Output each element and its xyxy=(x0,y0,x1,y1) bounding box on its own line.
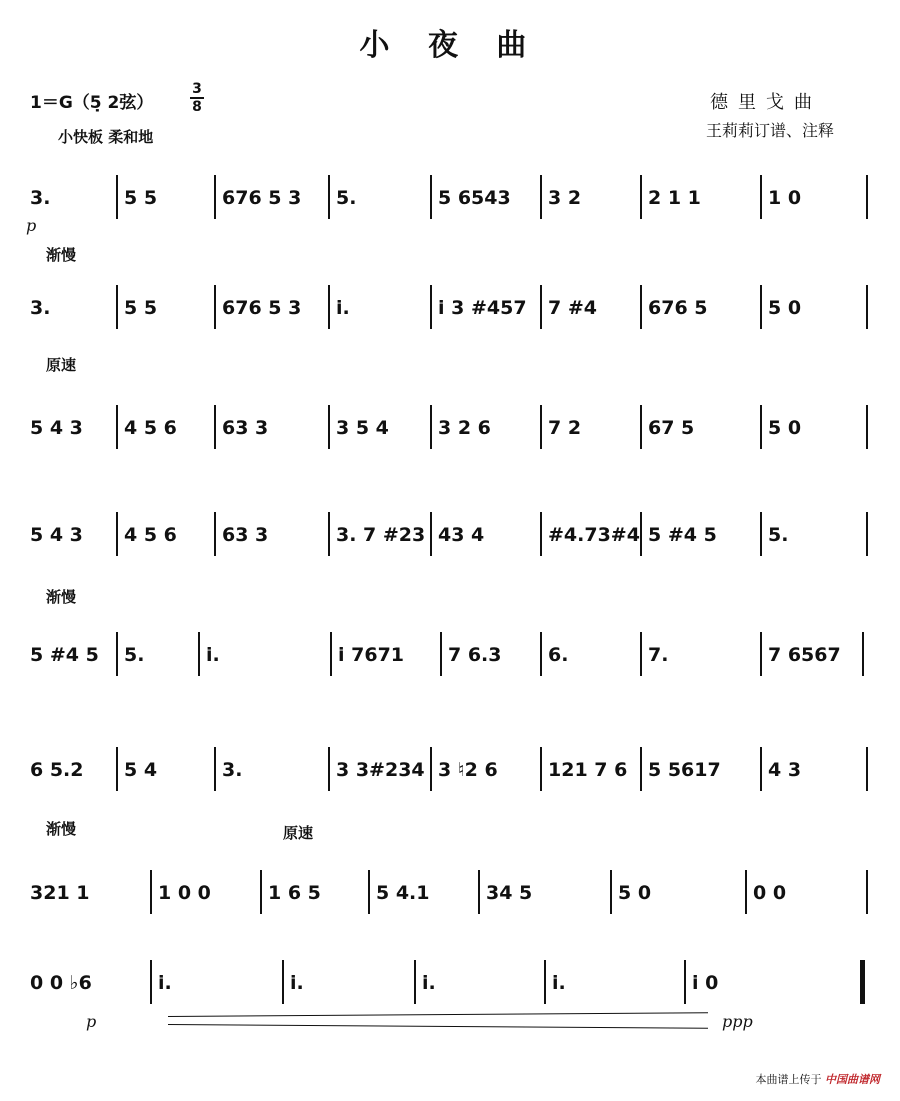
barline xyxy=(260,870,262,914)
measure-notes: 5 #4 5 xyxy=(648,524,717,546)
barline xyxy=(540,632,542,676)
barline xyxy=(328,175,330,219)
barline xyxy=(282,960,284,1004)
barline xyxy=(760,405,762,449)
measure-notes: 5 0 xyxy=(768,297,802,319)
barline xyxy=(862,632,864,676)
barline xyxy=(116,747,118,791)
arranger: 王莉莉订谱、注释 xyxy=(706,121,835,140)
measure-notes: 4 5 6 xyxy=(124,417,177,439)
row-label-1: 渐慢 xyxy=(46,246,77,264)
barline xyxy=(214,175,216,219)
measure-notes: 5 4 xyxy=(124,759,158,781)
barline xyxy=(866,512,868,556)
barline xyxy=(430,175,432,219)
measure-notes: 121 7 6 xyxy=(548,759,628,781)
barline xyxy=(640,175,642,219)
measure-notes: 63 3 xyxy=(222,417,269,439)
measure-notes: 6 5.2 xyxy=(30,759,84,781)
page-title: 小 夜 曲 xyxy=(359,28,541,63)
barline xyxy=(540,512,542,556)
measure-notes: 1 0 xyxy=(768,187,802,209)
barline xyxy=(866,285,868,329)
measure-notes: i 0 xyxy=(692,972,719,994)
measure-notes: 7 6567 xyxy=(768,644,841,666)
barline xyxy=(116,512,118,556)
final-barline xyxy=(860,960,865,1004)
measure-notes: i. xyxy=(422,972,436,994)
barline xyxy=(866,405,868,449)
barline xyxy=(640,747,642,791)
measure-notes: 5 4.1 xyxy=(376,882,430,904)
measure-notes: 3. 7 #23 xyxy=(336,524,426,546)
barline xyxy=(440,632,442,676)
barline xyxy=(610,870,612,914)
site-logo: 中国曲谱网 xyxy=(825,1073,880,1086)
row-label-4: 渐慢 xyxy=(46,588,77,606)
measure-notes: 5 4 3 xyxy=(30,524,83,546)
measure-notes: 4 5 6 xyxy=(124,524,177,546)
measure-notes: 676 5 3 xyxy=(222,187,302,209)
barline xyxy=(214,285,216,329)
measure-notes: 0 0 xyxy=(753,882,787,904)
meter-bottom: 8 xyxy=(192,99,202,115)
decrescendo-line-bottom xyxy=(168,1024,708,1029)
barline xyxy=(760,632,762,676)
barline xyxy=(866,870,868,914)
composer: 德里戈曲 xyxy=(710,92,822,113)
barline xyxy=(540,175,542,219)
measure-notes: 7. xyxy=(648,644,669,666)
measure-notes: 3 2 6 xyxy=(438,417,491,439)
barline xyxy=(640,632,642,676)
measure-notes: i. xyxy=(336,297,350,319)
barline xyxy=(684,960,686,1004)
measure-notes: 34 5 xyxy=(486,882,533,904)
measure-notes: 5 0 xyxy=(768,417,802,439)
barline xyxy=(430,512,432,556)
measure-notes: 321 1 xyxy=(30,882,90,904)
barline xyxy=(116,405,118,449)
barline xyxy=(328,512,330,556)
measure-notes: #4.73#4 xyxy=(548,524,640,546)
barline xyxy=(640,285,642,329)
measure-notes: 3. xyxy=(30,297,51,319)
barline xyxy=(150,960,152,1004)
barline xyxy=(430,405,432,449)
barline xyxy=(430,285,432,329)
barline xyxy=(116,632,118,676)
measure-notes: 7 2 xyxy=(548,417,582,439)
measure-notes: 63 3 xyxy=(222,524,269,546)
barline xyxy=(430,747,432,791)
barline xyxy=(198,632,200,676)
barline xyxy=(540,405,542,449)
tempo-marking: 小快板 柔和地 xyxy=(58,128,154,146)
dynamic-p-2: p xyxy=(86,1012,97,1031)
barline xyxy=(760,747,762,791)
measure-notes: 676 5 xyxy=(648,297,708,319)
barline xyxy=(760,512,762,556)
measure-notes: 3 5 4 xyxy=(336,417,389,439)
measure-notes: 3. xyxy=(222,759,243,781)
barline xyxy=(214,747,216,791)
time-signature xyxy=(190,82,204,114)
measure-notes: 5. xyxy=(124,644,145,666)
measure-notes: 6. xyxy=(548,644,569,666)
dynamic-ppp: ppp xyxy=(722,1012,753,1031)
barline xyxy=(116,175,118,219)
barline xyxy=(540,747,542,791)
row-label-2: 原速 xyxy=(46,356,77,374)
barline xyxy=(866,747,868,791)
measure-notes: 5. xyxy=(768,524,789,546)
measure-notes: 1 0 0 xyxy=(158,882,211,904)
barline xyxy=(328,285,330,329)
measure-notes: 5 4 3 xyxy=(30,417,83,439)
measure-notes: 0 0 ♭6 xyxy=(30,972,92,994)
measure-notes: 5 5 xyxy=(124,297,158,319)
measure-notes: i. xyxy=(206,644,220,666)
measure-notes: 5 0 xyxy=(618,882,652,904)
barline xyxy=(640,512,642,556)
barline xyxy=(328,405,330,449)
decrescendo-line-top xyxy=(168,1012,708,1017)
measure-notes: 5 5617 xyxy=(648,759,721,781)
key-signature: 1＝G（5̣ 2弦） xyxy=(30,93,154,113)
tempo-return-label: 原速 xyxy=(283,824,314,842)
measure-notes: 676 5 3 xyxy=(222,297,302,319)
dynamic-p-1: p xyxy=(26,216,37,235)
barline xyxy=(760,285,762,329)
measure-notes: i 7671 xyxy=(338,644,405,666)
measure-notes: 3 3#234 xyxy=(336,759,425,781)
barline xyxy=(214,405,216,449)
measure-notes: 1 6 5 xyxy=(268,882,321,904)
measure-notes: 2 1 1 xyxy=(648,187,701,209)
measure-notes: i. xyxy=(158,972,172,994)
barline xyxy=(328,747,330,791)
measure-notes: i. xyxy=(290,972,304,994)
measure-notes: i 3 #457 xyxy=(438,297,527,319)
barline xyxy=(214,512,216,556)
barline xyxy=(745,870,747,914)
barline xyxy=(760,175,762,219)
measure-notes: 5 5 xyxy=(124,187,158,209)
measure-notes: 5. xyxy=(336,187,357,209)
barline xyxy=(540,285,542,329)
measure-notes: 3 ♮2 6 xyxy=(438,759,498,781)
measure-notes: 5 #4 5 xyxy=(30,644,99,666)
barline xyxy=(414,960,416,1004)
measure-notes: 67 5 xyxy=(648,417,695,439)
measure-notes: 4 3 xyxy=(768,759,802,781)
measure-notes: 3 2 xyxy=(548,187,582,209)
measure-notes: 5 6543 xyxy=(438,187,511,209)
barline xyxy=(368,870,370,914)
barline xyxy=(866,175,868,219)
barline xyxy=(544,960,546,1004)
footer-text: 本曲谱上传于 xyxy=(755,1073,822,1086)
row-label-6: 渐慢 xyxy=(46,820,77,838)
measure-notes: 7 6.3 xyxy=(448,644,502,666)
measure-notes: 43 4 xyxy=(438,524,485,546)
footer xyxy=(756,1071,881,1087)
barline xyxy=(116,285,118,329)
barline xyxy=(150,870,152,914)
measure-notes: i. xyxy=(552,972,566,994)
barline xyxy=(478,870,480,914)
measure-notes: 7 #4 xyxy=(548,297,597,319)
barline xyxy=(640,405,642,449)
measure-notes: 3. xyxy=(30,187,51,209)
meter-top: 3 xyxy=(192,81,202,97)
barline xyxy=(330,632,332,676)
